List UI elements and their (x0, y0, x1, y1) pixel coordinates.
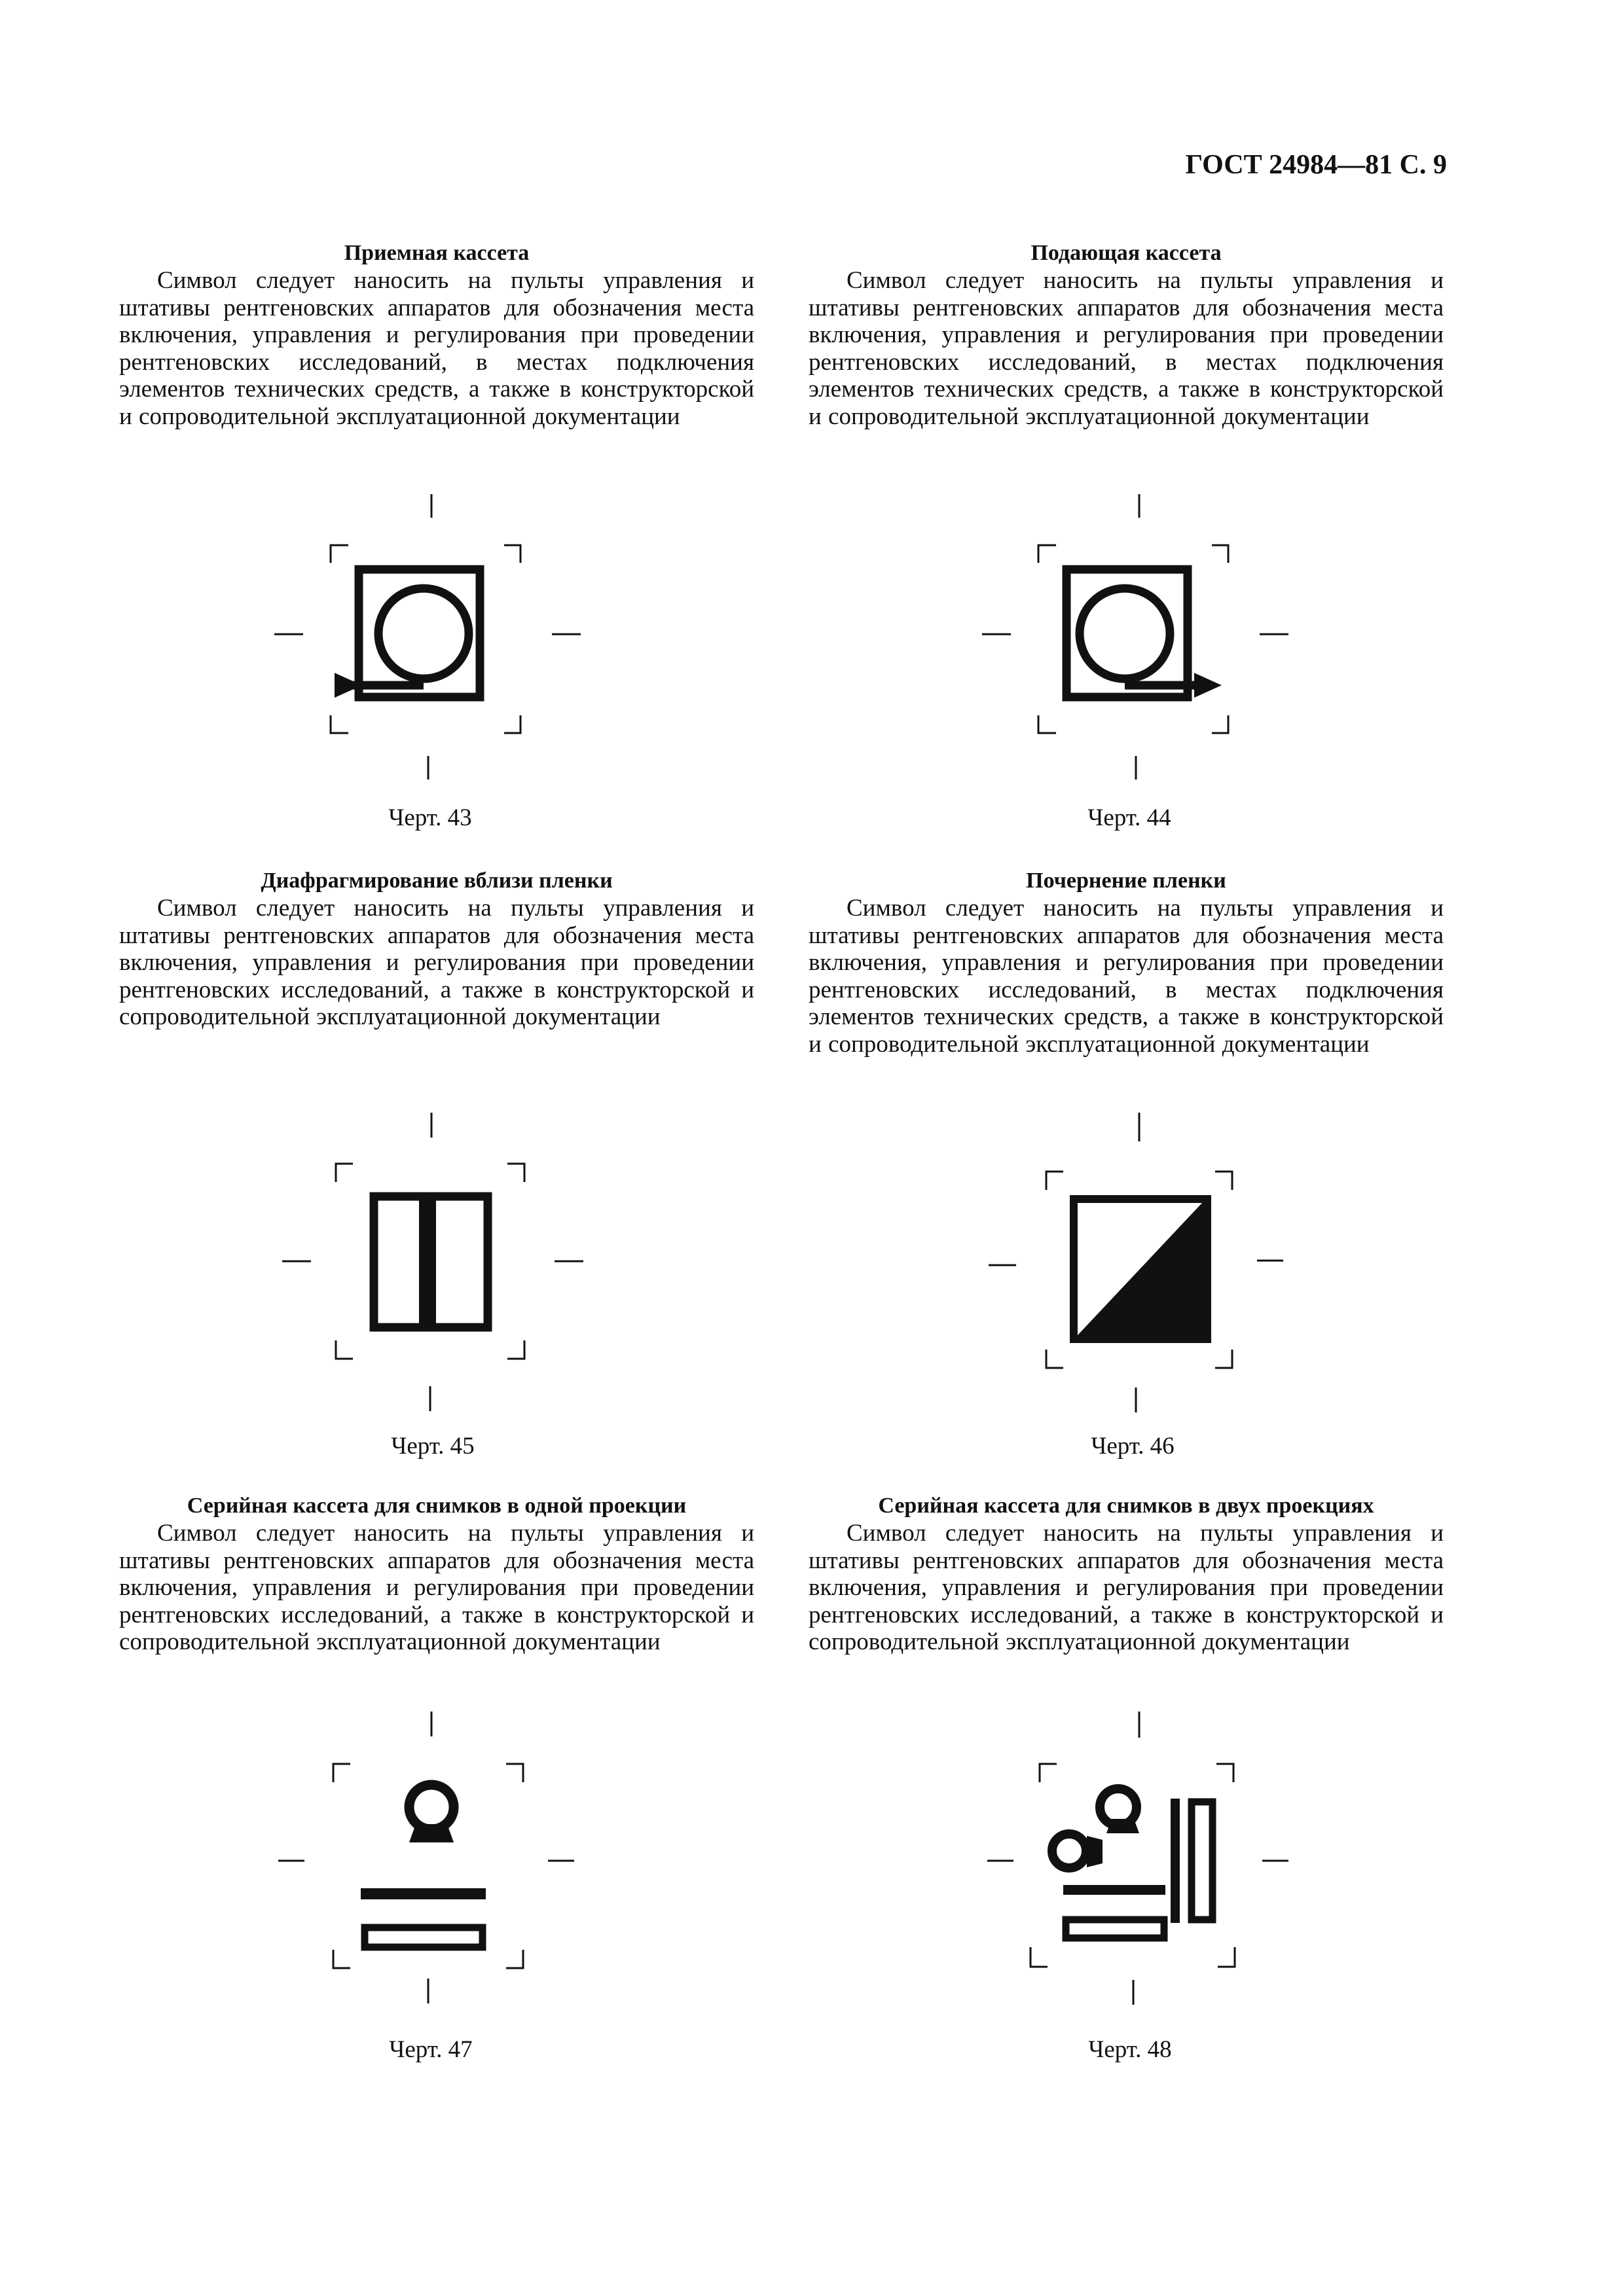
section-body: Символ следует наносить на пульты управления и штативы рентгеновских аппаратов для обозначения места включения, управления и регулирования при проведении рентгеновских исследований, в местах подключения элементов технических средств, а также в конструкторской и сопроводительной эксплуатационной документации (119, 267, 754, 430)
section-body: Символ следует наносить на пульты управления и штативы рентгеновских аппаратов для обозначения места включения, управления и регулирования при проведении рентгеновских исследований, в местах подключения элементов технических средств, а также в конструкторской и сопроводительной эксплуатационной документации (809, 895, 1444, 1058)
section-title: Серийная кассета для снимков в двух проекциях (878, 1494, 1374, 1518)
serial-cassette-one-projection-icon (293, 1712, 568, 1986)
section-body: Символ следует наносить на пульты управления и штативы рентгеновских аппаратов для обозначения места включения, управления и регулирования при проведении рентгеновских исследований, а также в конструкторской и сопроводительной эксплуатационной документации (119, 1520, 754, 1655)
serial-cassette-two-projections-icon (1000, 1712, 1275, 1986)
figure-caption: Черт. 45 (391, 1433, 475, 1460)
section-title: Почернение пленки (1026, 869, 1226, 893)
section-film-blackening (809, 867, 1444, 1058)
page-header: ГОСТ 24984—81 С. 9 (1185, 150, 1447, 180)
section-feeding-cassette (809, 240, 1444, 430)
section-title: Подающая кассета (1030, 241, 1222, 265)
section-receiving-cassette (119, 240, 754, 430)
section-body: Символ следует наносить на пульты управления и штативы рентгеновских аппаратов для обозначения места включения, управления и регулирования при проведении рентгеновских исследований, а также в конструкторской и сопроводительной эксплуатационной документации (809, 1520, 1444, 1655)
figure-caption: Черт. 44 (1087, 804, 1171, 831)
section-serial-cassette-two-projections (809, 1492, 1444, 1656)
section-serial-cassette-one-projection (119, 1492, 754, 1656)
section-title: Диафрагмирование вблизи пленки (261, 869, 613, 893)
figure-caption: Черт. 46 (1091, 1433, 1175, 1460)
section-body: Символ следует наносить на пульты управления и штативы рентгеновских аппаратов для обозначения места включения, управления и регулирования при проведении рентгеновских исследований, а также в конструкторской и сопроводительной эксплуатационной документации (119, 895, 754, 1030)
section-film-diaphragm (119, 867, 754, 1031)
figure-caption: Черт. 43 (388, 804, 472, 831)
figure-caption: Черт. 48 (1088, 2036, 1172, 2063)
figure-caption: Черт. 47 (389, 2036, 473, 2063)
feeding-cassette-icon (1000, 494, 1275, 769)
receiving-cassette-icon (293, 494, 568, 769)
section-title: Приемная кассета (344, 241, 530, 265)
section-body: Символ следует наносить на пульты управления и штативы рентгеновских аппаратов для обозначения места включения, управления и регулирования при проведении рентгеновских исследований, в местах подключения элементов технических средств, а также в конструкторской и сопроводительной эксплуатационной документации (809, 267, 1444, 430)
film-diaphragm-icon (293, 1113, 568, 1388)
film-blackening-icon (1000, 1113, 1275, 1388)
section-title: Серийная кассета для снимков в одной проекции (187, 1494, 687, 1518)
